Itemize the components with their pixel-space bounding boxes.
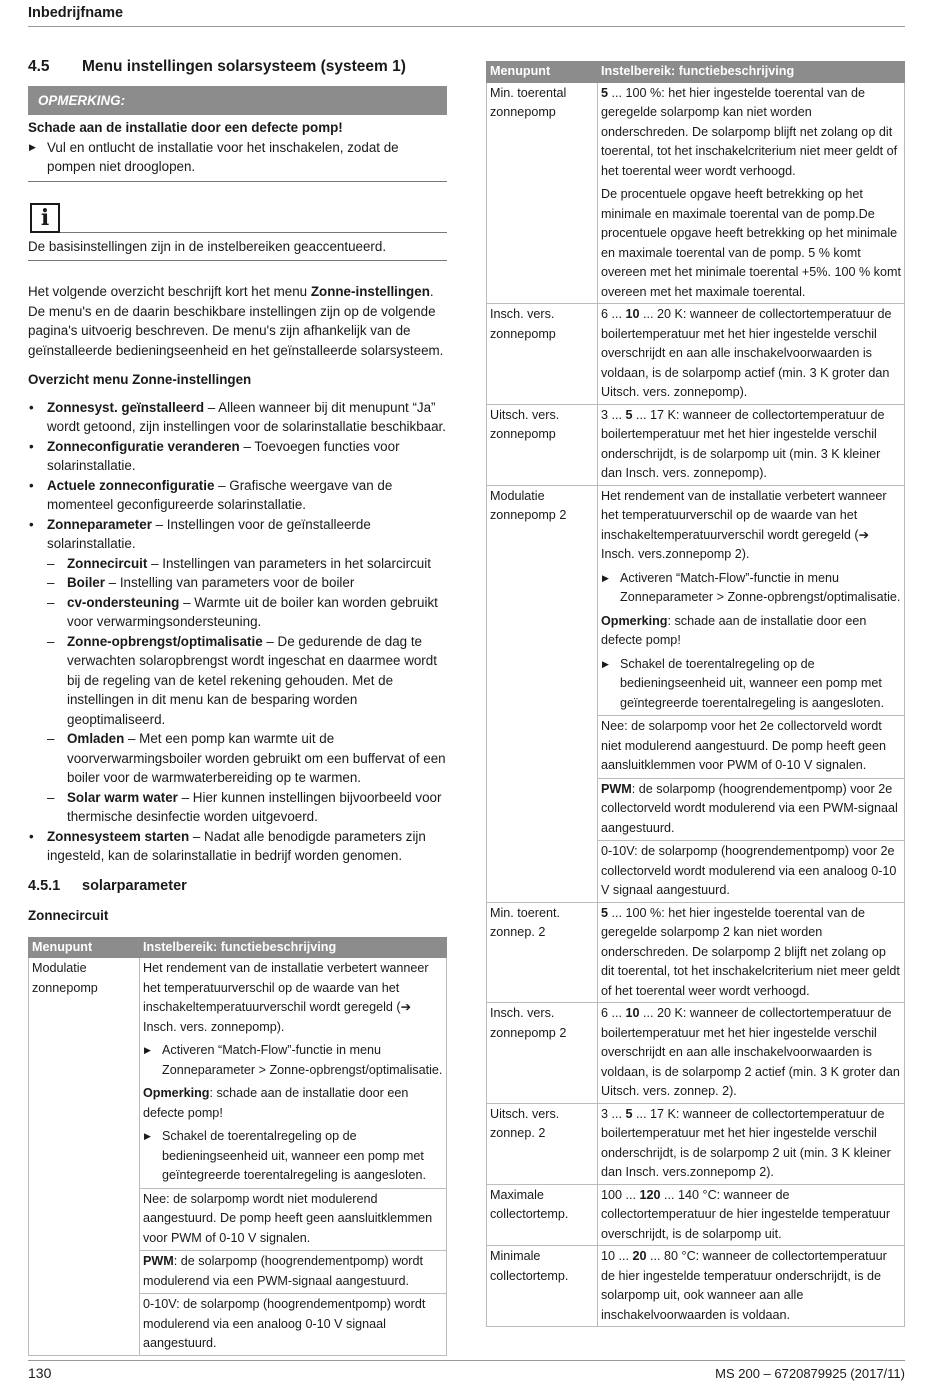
option-pwm xyxy=(598,778,904,839)
action-step: ▶ Activeren “Match-Flow”-functie in menu Zonneparameter > Zonne-opbrengst/optimalisatie. xyxy=(143,1041,443,1080)
intro-text-menu: Zonne-instellingen xyxy=(310,284,430,299)
sub-item-term: Zonne-opbrengst/optimalisatie xyxy=(67,633,263,649)
desc-extra: De procentuele opgave heeft betrekking op het minimale en maximale toerental van de pomp.De procentuele opgave heeft betrekking op het minimale en maximale toerental van de pomp. 5 % komt overeen met het minimale toerental +5%. 100 % komt overeen met het maximale toerental. xyxy=(601,187,901,299)
row-description xyxy=(598,1003,905,1104)
desc-text: Het rendement van de installatie verbetert wanneer het temperatuurverschil op de waarde van het inschakeltemperatuurverschil wordt geregeld (➔ Insch. vers.zonnepomp 2). xyxy=(601,488,887,561)
sub-item-text: – Warmte uit de boiler kan worden gebruikt voor verwarmingsondersteuning. xyxy=(67,594,438,629)
row-name: Uitsch. vers. zonnepomp xyxy=(487,404,598,485)
desc-text: Het rendement van de installatie verbetert wanneer het temperatuurverschil op de waarde van het inschakeltemperatuurverschil wordt geregeld (➔ Insch. vers. zonnepomp). xyxy=(143,961,429,1034)
subsection-number: 4.5.1 xyxy=(28,877,61,894)
intro-text-c: . De menu's en de daarin beschikbare instellingen zijn op de volgende pagina's uitvoerig beschreven. De menu's zijn afhankelijk van de geïnstalleerde bedieningseenheid en het geïnstalleerde solarsysteem. xyxy=(28,284,444,358)
row-description xyxy=(598,1103,905,1184)
action-step: ▶ Schakel de toerentalregeling op de bedieningseenheid uit, wanneer een pomp met geïntegreerde toerentalregeling is aangesloten. xyxy=(143,1127,443,1186)
warning-text xyxy=(601,612,901,651)
notice-rule xyxy=(28,181,447,182)
sub-item-term: Omladen xyxy=(67,731,125,746)
row-description xyxy=(598,404,905,485)
desc-text xyxy=(601,84,901,182)
table-row xyxy=(487,82,905,304)
row-description xyxy=(598,1184,905,1246)
sub-list-item xyxy=(47,593,447,632)
footer-rule xyxy=(28,1360,905,1361)
row-name: Min. toerent. zonnep. 2 xyxy=(487,902,598,1003)
settings-table-left xyxy=(28,937,447,1356)
row-description xyxy=(598,82,905,304)
row-description xyxy=(598,485,905,902)
range-pre: 100 ... xyxy=(601,1187,640,1202)
row-name: Uitsch. vers. zonnep. 2 xyxy=(487,1103,598,1184)
item-term: Zonneconfiguratie veranderen xyxy=(47,438,240,454)
notice-action: ▶ Vul en ontlucht de installatie voor het inschakelen, zodat de pompen niet drooglopen. xyxy=(28,138,447,177)
row-name: Insch. vers. zonnepomp xyxy=(487,304,598,405)
overview-list xyxy=(28,398,447,866)
item-term: Zonnesyst. geïnstalleerd xyxy=(47,399,205,415)
default-value: 5 xyxy=(601,85,609,100)
range-post: ... 100 %: het hier ingestelde toerental van de geregelde solarpomp kan niet worden onderschreden. De solarpomp blijft net zolang op dit toerental, tot het inschakelcriterium niet meer geldt of het toerental weer wordt verhoogd. xyxy=(601,85,898,178)
right-column xyxy=(486,61,905,1327)
table-row xyxy=(487,304,905,405)
range-pre: 3 ... xyxy=(601,1106,626,1121)
range-post: ... 140 °C: wanneer de collectortemperatuur de hier ingestelde temperatuur overschrijdt, is de solarpomp uit. xyxy=(601,1187,891,1241)
table-row xyxy=(487,1246,905,1327)
col-header-menupunt: Menupunt xyxy=(487,62,598,83)
subsection-heading xyxy=(28,877,447,897)
default-value: 120 xyxy=(639,1187,661,1202)
row-name: Modulatie zonnepomp 2 xyxy=(487,485,598,902)
info-box xyxy=(28,203,447,233)
list-item xyxy=(28,515,447,827)
row-description xyxy=(598,304,905,405)
sub-list xyxy=(47,554,447,827)
item-text: – Instellingen voor de geïnstalleerde solarinstallatie. xyxy=(47,516,371,551)
row-name: Modulatie zonnepomp xyxy=(29,958,140,1356)
table-row xyxy=(487,1003,905,1104)
list-item xyxy=(28,476,447,515)
item-text: – Alleen wanneer bij dit menupunt “Ja” wordt getoond, zijn instellingen voor de solarinstallatie beschikbaar. xyxy=(47,399,446,434)
default-value: 5 xyxy=(601,905,609,920)
default-value: 5 xyxy=(625,407,633,422)
option-0-10v: 0-10V: de solarpomp (hoogrendementpomp) wordt modulerend via een analoog 0-10 V signaal aangestuurd. xyxy=(140,1293,446,1354)
sub-list-item xyxy=(47,632,447,730)
table-row xyxy=(487,485,905,902)
header-rule xyxy=(28,26,905,27)
intro-text-a: Het volgende overzicht beschrijft kort het menu xyxy=(28,284,311,299)
item-term: Zonnesysteem starten xyxy=(47,828,190,844)
action-step: ▶ Activeren “Match-Flow”-functie in menu Zonneparameter > Zonne-opbrengst/optimalisatie. xyxy=(601,569,901,608)
intro-paragraph xyxy=(28,282,447,360)
section-heading xyxy=(28,57,447,77)
warning-body: : schade aan de installatie door een defecte pomp! xyxy=(601,613,867,647)
action-step: ▶ Schakel de toerentalregeling op de bedieningseenheid uit, wanneer een pomp met geïntegreerde toerentalregeling is aangesloten. xyxy=(601,655,901,714)
subsection-title: solarparameter xyxy=(82,877,187,894)
sub-item-term: cv-ondersteuning xyxy=(67,594,180,610)
col-header-description: Instelbereik: functiebeschrijving xyxy=(140,937,447,958)
default-value: 10 xyxy=(625,1006,640,1020)
table-row xyxy=(29,958,447,1356)
row-name: Min. toerental zonnepomp xyxy=(487,82,598,304)
option-0-10v: 0-10V: de solarpomp (hoogrendementpomp) voor 2e collectorveld wordt modulerend via een analoog 0-10 V signaal aangestuurd. xyxy=(598,840,904,901)
option-pwm-label: PWM xyxy=(601,781,632,796)
warning-text xyxy=(143,1084,443,1123)
list-item xyxy=(28,398,447,437)
range-post: ... 20 K: wanneer de collectortemperatuur de boilertemperatuur met het hier ingestelde verschil overschrijdt en aan alle inschakelvoorwaarden is voldaan, is de solarpomp actief (min. 3 K groter dan Uitsch. vers. zonnepomp). xyxy=(601,307,892,399)
list-item xyxy=(28,827,447,866)
sub-item-term: Solar warm water xyxy=(67,789,178,805)
table-row xyxy=(487,1103,905,1184)
sub-item-text: – De gedurende de dag te verwachten solaropbrengst wordt ingeschat en daarmee wordt bij de regeling van de ketel rekening gehouden. Met de instellingen in dit menu kan de besparing worden geoptimaliseerd. xyxy=(67,633,437,727)
sub-item-term: Boiler xyxy=(67,575,105,590)
default-value: 20 xyxy=(632,1249,647,1263)
option-pwm-text: : de solarpomp (hoogrendementpomp) voor 2e collectorveld wordt modulerend via een PWM-signaal aangestuurd. xyxy=(601,781,898,835)
range-pre: 6 ... xyxy=(601,1006,626,1020)
row-description xyxy=(140,958,447,1356)
option-pwm-text: : de solarpomp (hoogrendementpomp) wordt modulerend via een PWM-signaal aangestuurd. xyxy=(143,1254,423,1288)
range-post: ... 17 K: wanneer de collectortemperatuur de boilertemperatuur met het hier ingestelde verschil onderschrijdt, is de solarpomp 2 uit (min. 3 K kleiner dan Insch. vers.zonnepomp 2). xyxy=(601,1106,891,1179)
item-term: Actuele zonneconfiguratie xyxy=(47,477,215,493)
warning-label: Opmerking xyxy=(601,613,668,628)
info-text: De basisinstellingen zijn in de instelbereiken geaccentueerd. xyxy=(28,238,387,254)
sub-list-item xyxy=(47,573,447,593)
col-header-description: Instelbereik: functiebeschrijving xyxy=(598,62,905,83)
range-post: ... 17 K: wanneer de collectortemperatuur de boilertemperatuur met het hier ingestelde verschil onderschrijdt, is de solarpomp uit (min. 3 K kleiner dan Insch. vers. zonnepomp). xyxy=(601,407,885,480)
col-header-menupunt: Menupunt xyxy=(29,937,140,958)
row-name: Maximale collectortemp. xyxy=(487,1184,598,1246)
range-pre: 3 ... xyxy=(601,407,626,422)
item-text: – Grafische weergave van de momenteel geconfigureerde solarinstallatie. xyxy=(47,477,393,512)
item-term: Zonneparameter xyxy=(47,516,152,532)
sub-item-text: – Hier kunnen instellingen bijvoorbeeld voor thermische desinfectie worden uitgevoerd. xyxy=(67,789,442,824)
overview-title: Overzicht menu Zonne-instellingen xyxy=(28,372,252,387)
document-id: MS 200 – 6720879925 (2017/11) xyxy=(715,1366,905,1381)
option-nee: Nee: de solarpomp voor het 2e collectorveld wordt niet modulerend aangestuurd. De pomp heeft geen aansluitklemmen voor PWM of 0-10 V signalen. xyxy=(598,715,904,776)
option-pwm xyxy=(140,1250,446,1291)
row-name: Minimale collectortemp. xyxy=(487,1246,598,1327)
item-text: – Toevoegen functies voor solarinstallatie. xyxy=(47,438,400,473)
table-row xyxy=(487,404,905,485)
sub-item-term: Zonnecircuit xyxy=(67,555,148,571)
default-value: 5 xyxy=(625,1106,633,1121)
info-bottom-rule xyxy=(28,260,447,261)
section-title: Menu instellingen solarsysteem (systeem 1) xyxy=(82,58,406,75)
row-description xyxy=(598,1246,905,1327)
page-number: 130 xyxy=(28,1365,52,1381)
default-value: 10 xyxy=(625,307,640,321)
left-column xyxy=(28,57,447,1356)
range-pre: 10 ... xyxy=(601,1249,633,1263)
option-nee: Nee: de solarpomp wordt niet modulerend aangestuurd. De pomp heeft geen aansluitklemmen voor PWM of 0-10 V signalen. xyxy=(140,1188,446,1249)
table-row xyxy=(487,1184,905,1246)
item-text: – Nadat alle benodigde parameters zijn ingesteld, kan de solarinstallatie in bedrijf worden genomen. xyxy=(47,828,426,863)
range-post: ... 100 %: het hier ingestelde toerental van de geregelde solarpomp 2 kan niet worden onderschreden. De solarpomp 2 blijft net zolang op dit toerental, tot het inschakelcriterium niet meer geldt of het toerental weer wordt verhoogd. xyxy=(601,905,900,998)
option-pwm-label: PWM xyxy=(143,1254,174,1268)
notice-label: OPMERKING: xyxy=(28,86,447,116)
table-header-row xyxy=(487,62,905,83)
range-post: ... 20 K: wanneer de collectortemperatuur de boilertemperatuur met het hier ingestelde verschil overschrijdt en aan alle inschakelvoorwaarden is voldaan, is de solarpomp 2 actief (min. 3 K groter dan Uitsch. vers. zonnep. 2). xyxy=(601,1006,900,1098)
section-number: 4.5 xyxy=(28,58,50,75)
sub-list-item xyxy=(47,788,447,827)
notice-headline: Schade aan de installatie door een defecte pomp! xyxy=(28,120,343,135)
info-icon: i xyxy=(30,203,60,233)
warning-label: Opmerking xyxy=(143,1086,210,1100)
table-heading: Zonnecircuit xyxy=(28,908,109,923)
sub-list-item xyxy=(47,554,447,574)
sub-item-text: – Instellingen van parameters in het solarcircuit xyxy=(147,555,431,571)
warning-body: : schade aan de installatie door een defecte pomp! xyxy=(143,1086,409,1120)
table-header-row xyxy=(29,937,447,958)
range-post: ... 80 °C: wanneer de collectortemperatuur de hier ingestelde temperatuur onderschrijdt, is de solarpomp uit, ook wanneer aan alle inschakelvoorwaarden is voldaan. xyxy=(601,1249,887,1322)
row-description xyxy=(598,902,905,1003)
settings-table-right xyxy=(486,61,905,1327)
list-item xyxy=(28,437,447,476)
sub-item-text: – Met een pomp kan warmte uit de voorverwarmingsboiler worden gebruikt om een buffervat of een boiler voor de warmwaterbereiding op te warmen. xyxy=(67,731,446,785)
range-pre: 6 ... xyxy=(601,307,626,321)
row-name: Insch. vers. zonnepomp 2 xyxy=(487,1003,598,1104)
info-rule xyxy=(60,232,447,233)
page-header-title: Inbedrijfname xyxy=(28,5,124,21)
sub-list-item xyxy=(47,729,447,788)
sub-item-text: – Instelling van parameters voor de boiler xyxy=(104,575,355,590)
table-row xyxy=(487,902,905,1003)
